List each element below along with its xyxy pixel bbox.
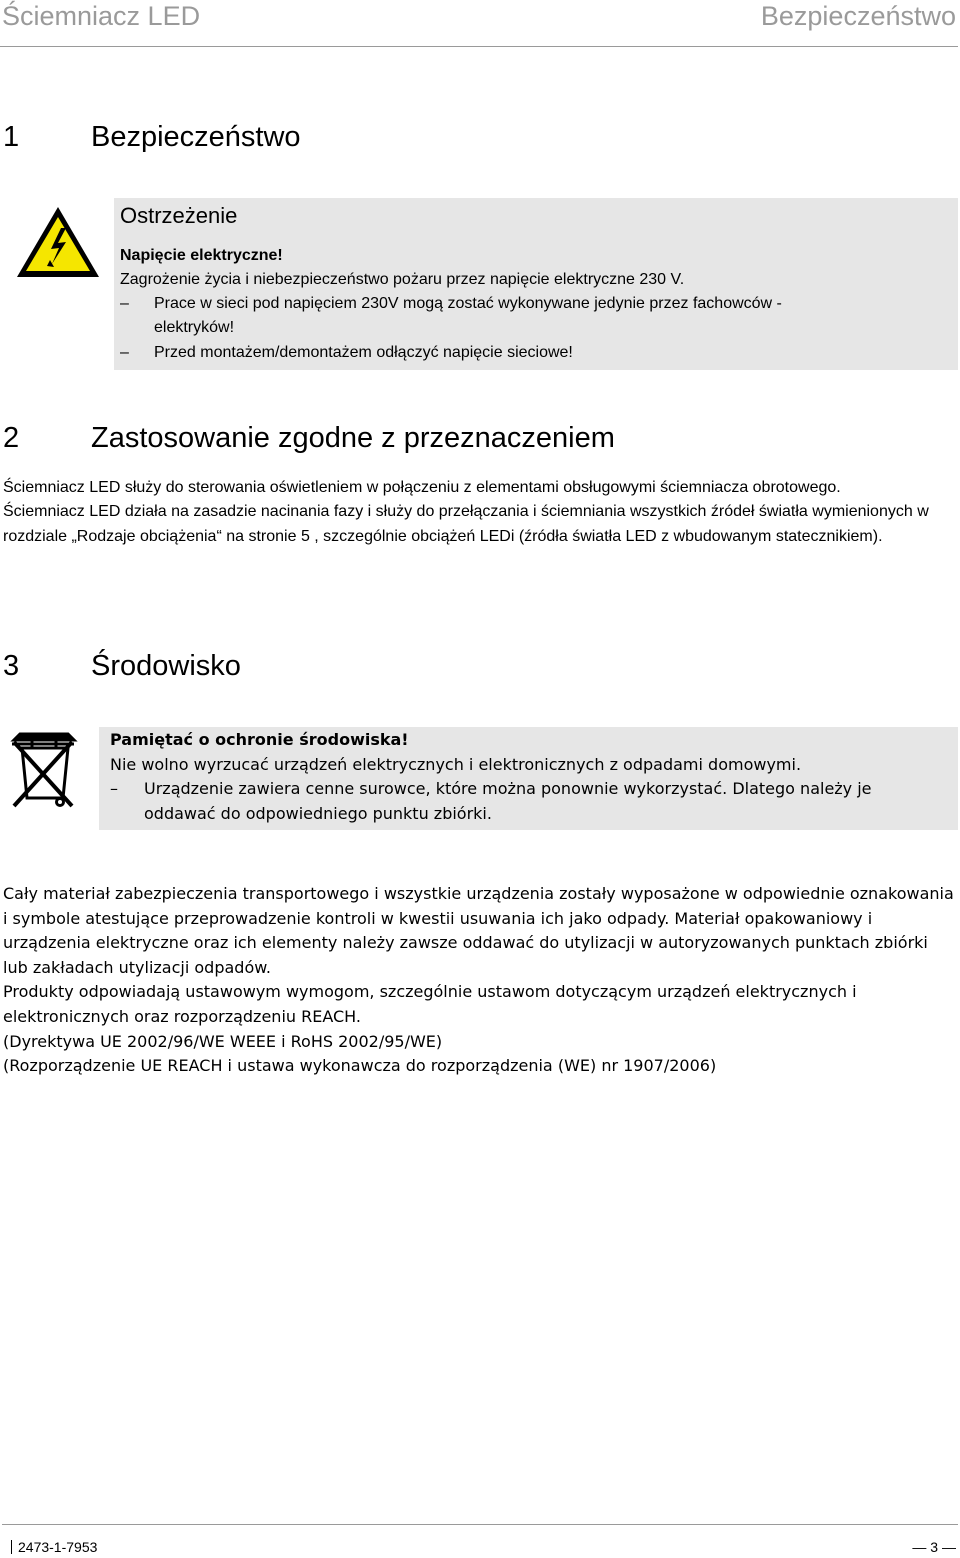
section-2-heading <box>3 421 615 455</box>
section-2-title: Zastosowanie zgodne z przeznaczeniem <box>91 422 615 454</box>
warning-bullet-1-dash: – <box>120 295 129 312</box>
section-3-paragraph-3: (Dyrektywa UE 2002/96/WE WEEE i RoHS 2002/95/WE) <box>3 1031 443 1051</box>
high-voltage-warning-icon <box>14 204 102 280</box>
environment-notice-text: Nie wolno wyrzucać urządzeń elektrycznych i elektronicznych z odpadami domowymi. <box>110 755 802 774</box>
environment-bullet-line-2: oddawać do odpowiedniego punktu zbiórki. <box>144 804 492 823</box>
section-2-number: 2 <box>3 422 20 454</box>
section-1-number: 1 <box>3 121 20 153</box>
section-2-paragraph-1: Ściemniacz LED służy do sterowania oświetleniem w połączeniu z elementami obsługowymi ściemniacza obrotowego. <box>3 479 841 496</box>
section-3-title: Środowisko <box>91 650 241 682</box>
header-section-title: Bezpieczeństwo <box>760 1 956 31</box>
footer-page-number: — 3 — <box>912 1539 956 1555</box>
environment-bullet-dash: – <box>110 779 118 798</box>
warning-subtitle: Napięcie elektryczne! <box>120 247 283 264</box>
section-1-title: Bezpieczeństwo <box>91 121 301 153</box>
section-3-heading <box>3 649 241 683</box>
section-2-paragraph-2: Ściemniacz LED działa na zasadzie nacinania fazy i służy do przełączania i ściemniania wszystkich źródeł światła wymienionych w rozdziale „Rodzaje obciążenia“ na stronie 5 , szczególnie obciążeń LEDi (źródła światła LED z wbudowanym statecznikiem). <box>3 503 929 545</box>
section-3-paragraph-1: Cały materiał zabezpieczenia transportowego i wszystkie urządzenia zostały wyposażone w odpowiednie oznakowania i symbole atestujące przeprowadzenie kontroli w kwestii usuwania ich jako odpady. Materiał opakowaniowy i urządzenia elektryczne oraz ich elementy należy zawsze oddawać do utylizacji w autoryzowanych punktach zbiórki lub zakładach utylizacji odpadów. <box>3 884 954 977</box>
environment-notice-title: Pamiętać o ochronie środowiska! <box>110 730 409 749</box>
warning-bullet-2-dash: – <box>120 344 129 361</box>
warning-text: Zagrożenie życia i niebezpieczeństwo pożaru przez napięcie elektryczne 230 V. <box>120 271 685 288</box>
warning-bullet-2-line-1: Przed montażem/demontażem odłączyć napięcie sieciowe! <box>154 344 573 361</box>
section-1-heading <box>3 120 301 154</box>
header-document-title: Ściemniacz LED <box>2 1 201 31</box>
environment-bullet-line-1: Urządzenie zawiera cenne surowce, które można ponownie wykorzystać. Dlatego należy je <box>144 779 872 798</box>
section-3-paragraph-2: Produkty odpowiadają ustawowym wymogom, szczególnie ustawom dotyczącym urządzeń elektrycznych i elektronicznych oraz rozporządzeniu REACH. <box>3 982 857 1026</box>
header-divider <box>0 46 958 47</box>
section-3-number: 3 <box>3 650 20 682</box>
crossed-out-wheelie-bin-icon <box>8 730 78 812</box>
footer-left-bar <box>11 1540 12 1554</box>
section-2-body <box>3 476 955 549</box>
section-3-body <box>3 882 955 1079</box>
warning-title: Ostrzeżenie <box>120 203 238 228</box>
footer-document-number: 2473-1-7953 <box>18 1539 98 1555</box>
warning-bullet-1-line-2: elektryków! <box>154 319 235 336</box>
warning-bullet-1-line-1: Prace w sieci pod napięciem 230V mogą zostać wykonywane jedynie przez fachowców - <box>154 295 782 312</box>
footer-divider <box>2 1524 958 1525</box>
section-3-paragraph-4: (Rozporządzenie UE REACH i ustawa wykonawcza do rozporządzenia (WE) nr 1907/2006) <box>3 1056 717 1076</box>
